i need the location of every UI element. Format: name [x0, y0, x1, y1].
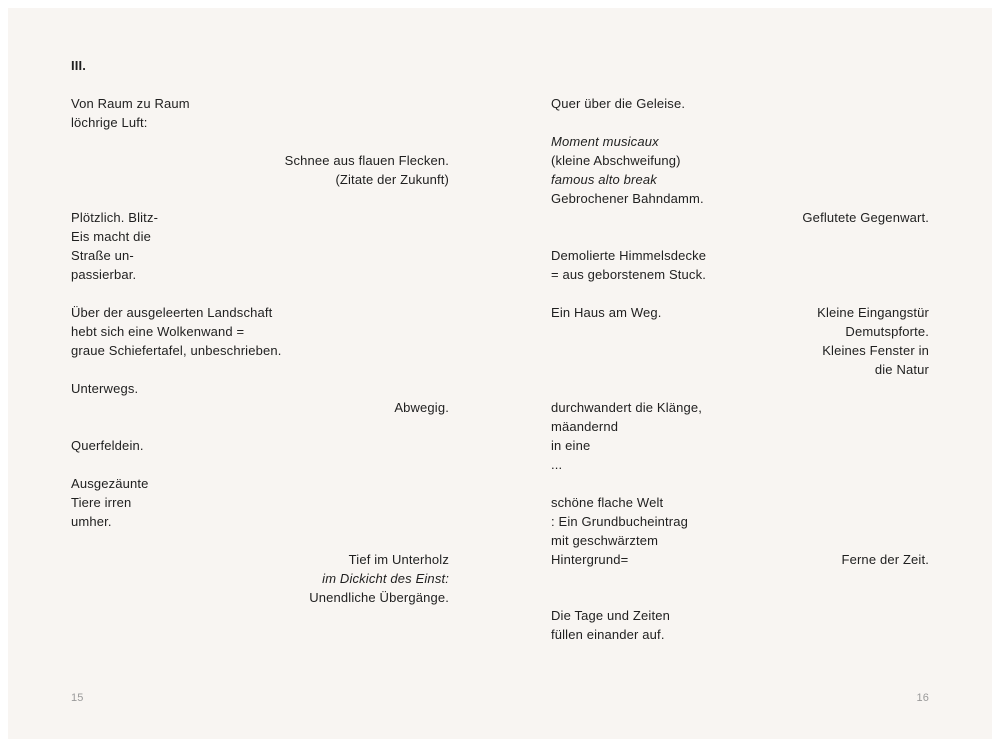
poem-line: = aus geborstenem Stuck. — [551, 267, 706, 282]
section-heading: III. — [71, 58, 87, 73]
poem-line: Unendliche Übergänge. — [309, 590, 449, 605]
poem-line: passierbar. — [71, 267, 137, 282]
poem-line: durchwandert die Klänge, — [551, 400, 703, 415]
poem-line: Gebrochener Bahndamm. — [551, 191, 704, 206]
poem-line: mit geschwärztem — [551, 533, 659, 548]
poem-line: Demolierte Himmelsdecke — [551, 248, 707, 263]
poem-line: Eis macht die — [71, 229, 151, 244]
poem-line: Tief im Unterholz — [348, 552, 449, 567]
poem-line: füllen einander auf. — [551, 627, 665, 642]
poem-line: Straße un- — [71, 248, 134, 263]
poem-line: hebt sich eine Wolkenwand = — [71, 324, 245, 339]
poem-line: im Dickicht des Einst: — [322, 571, 449, 586]
poem-line: Kleine Eingangstür — [817, 305, 929, 320]
poem-line: Unterwegs. — [71, 381, 139, 396]
poem-line: Ein Haus am Weg. — [551, 305, 662, 320]
poem-line: Moment musicaux — [551, 134, 659, 149]
poem-line: Schnee aus flauen Flecken. — [284, 153, 449, 168]
page-number-right: 16 — [916, 692, 929, 704]
poem-line: Demutspforte. — [845, 324, 929, 339]
poem-line: die Natur — [874, 362, 929, 377]
poem-line: mäandernd — [551, 419, 619, 434]
poem-line: (Zitate der Zukunft) — [335, 172, 449, 187]
poem-line: Die Tage und Zeiten — [551, 608, 670, 623]
book-spread — [8, 8, 992, 739]
poem-line: Hintergrund= — [551, 552, 629, 567]
poem-line: Abwegig. — [394, 400, 449, 415]
poem-line: Quer über die Geleise. — [551, 96, 686, 111]
poem-line: Ferne der Zeit. — [841, 552, 929, 567]
poem-line: in eine — [551, 438, 591, 453]
poem-line: Tiere irren — [71, 495, 132, 510]
poem-line: ... — [551, 457, 563, 472]
poem-line: : Ein Grundbucheintrag — [551, 514, 688, 529]
poem-line: Querfeldein. — [71, 438, 144, 453]
poem-line: löchrige Luft: — [71, 115, 148, 130]
poem-line: umher. — [71, 514, 112, 529]
poem-line: Geflutete Gegenwart. — [802, 210, 929, 225]
poem-line: (kleine Abschweifung) — [551, 153, 681, 168]
poem-line: graue Schiefertafel, unbeschrieben. — [71, 343, 282, 358]
poem-line: famous alto break — [551, 172, 657, 187]
poem-line: Ausgezäunte — [71, 476, 149, 491]
poem-line: Plötzlich. Blitz- — [71, 210, 159, 225]
poem-line: schöne flache Welt — [551, 495, 664, 510]
poem-line: Über der ausgeleerten Landschaft — [71, 305, 273, 320]
page-number-left: 15 — [71, 692, 84, 704]
poem-line: Von Raum zu Raum — [71, 96, 190, 111]
poem-line: Kleines Fenster in — [822, 343, 929, 358]
